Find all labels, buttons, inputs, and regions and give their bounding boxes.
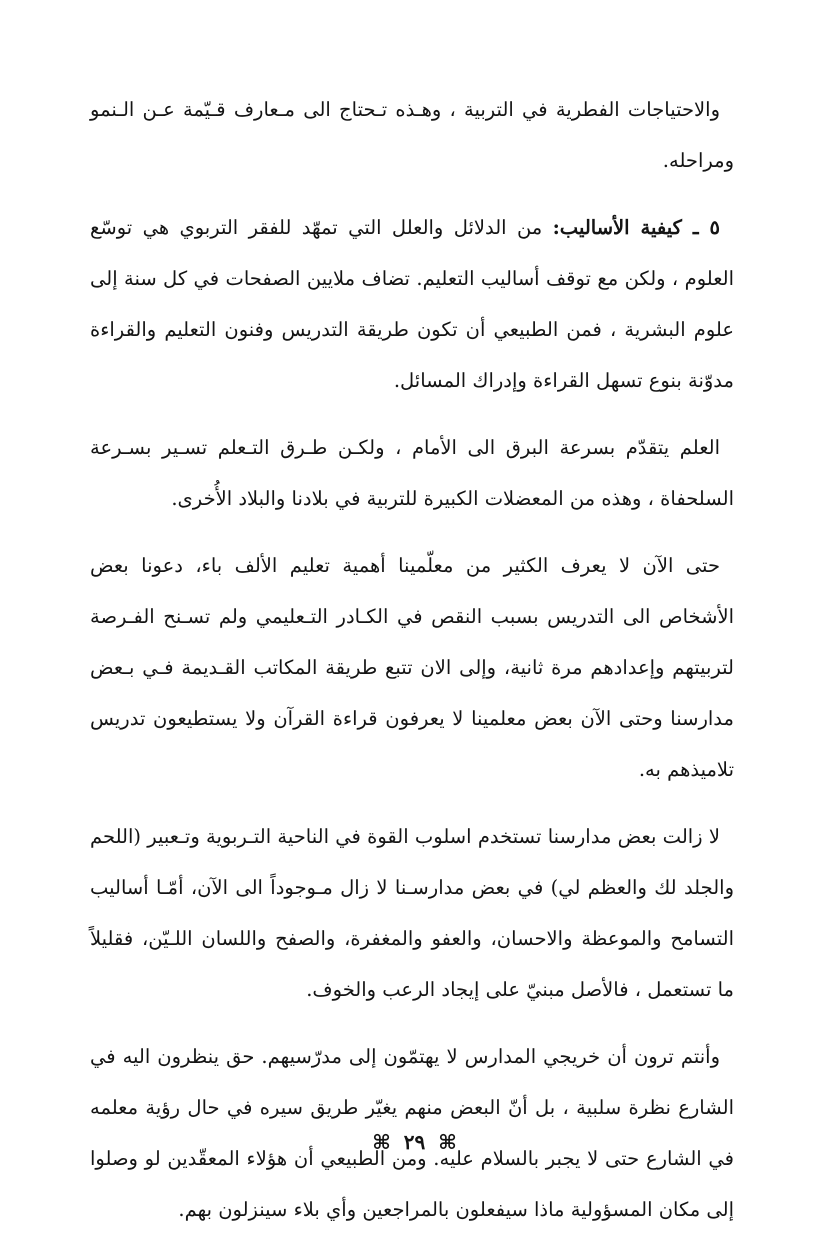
- paragraph-3: [90, 422, 734, 524]
- ornament-icon: ⌘: [438, 1130, 457, 1154]
- paragraph-5-text: لا زالت بعض مدارسنا تستخدم اسلوب القوة في الناحية التـربوية وتـعبير (اللحم والجلد لك والعظم لي) في بعض مدارسـنا لا زال مـوجوداً الى الآن، أمّـا أساليب التسامح والموعظة والاحسان، والعفو والمغفرة، والصفح واللسان اللـيّن، فقليلاً ما تستعمل ، فالأصل مبنيّ على إيجاد الرعب والخوف.: [90, 825, 734, 1001]
- paragraph-1-text: والاحتياجات الفطرية في التربية ، وهـذه تـحتاج الى مـعارف قـيّمة عـن الـنمو ومراحله.: [90, 98, 734, 172]
- page-number: ٢٩: [403, 1130, 426, 1154]
- paragraph-3-text: العلم يتقدّم بسرعة البرق الى الأمام ، ولكـن طـرق التـعلم تسـير بسـرعة السلحفاة ، وهذه من المعضلات الكبيرة للتربية في بلادنا والبلاد الأُخرى.: [90, 436, 734, 510]
- page-footer: [0, 1130, 829, 1154]
- paragraph-5: [90, 811, 734, 1015]
- paragraph-4-text: حتى الآن لا يعرف الكثير من معلّمينا أهمية تعليم الألف باء، دعونا بعض الأشخاص الى التدريس بسبب النقص في الكـادر التـعليمي ولم تسـنح الفـرصة لتربيتهم وإعدادهم مرة ثانية، وإلى الان تتبع طريقة المكاتب القـديمة فـي بـعض مدارسنا وحتى الآن بعض معلمينا لا يعرفون قراءة القرآن ولا يستطيعون تدريس تلاميذهم به.: [90, 554, 734, 781]
- paragraph-6-text: وأنتم ترون أن خريجي المدارس لا يهتمّون إلى مدرّسيهم. حق ينظرون اليه في الشارع نظرة سلبية ، بل أنّ البعض منهم يغيّر طريق سيره في حال رؤية معلمه في الشارع حتى لا يجبر بالسلام عليه. ومن الطبيعي أن هؤلاء المعقّدين لو وصلوا إلى مكان المسؤولية ماذا سيفعلون بالمراجعين وأي بلاء سينزلون بهم.: [90, 1045, 734, 1221]
- paragraph-2-text: من الدلائل والعلل التي تمهّد للفقر التربوي هي توسّع العلوم ، ولكن مع توقف أساليب التعليم. تضاف ملايين الصفحات في كل سنة إلى علوم البشرية ، فمن الطبيعي أن تكون طريقة التدريس وفنون التعليم والقراءة مدوّنة بنوع تسهل القراءة وإدراك المسائل.: [90, 216, 734, 392]
- paragraph-2: [90, 202, 734, 406]
- section-heading: ٥ ـ كيفية الأساليب:: [552, 216, 720, 239]
- body-text: [90, 84, 734, 1251]
- ornament-icon: ⌘: [372, 1130, 391, 1154]
- paragraph-1: [90, 84, 734, 186]
- paragraph-4: [90, 540, 734, 795]
